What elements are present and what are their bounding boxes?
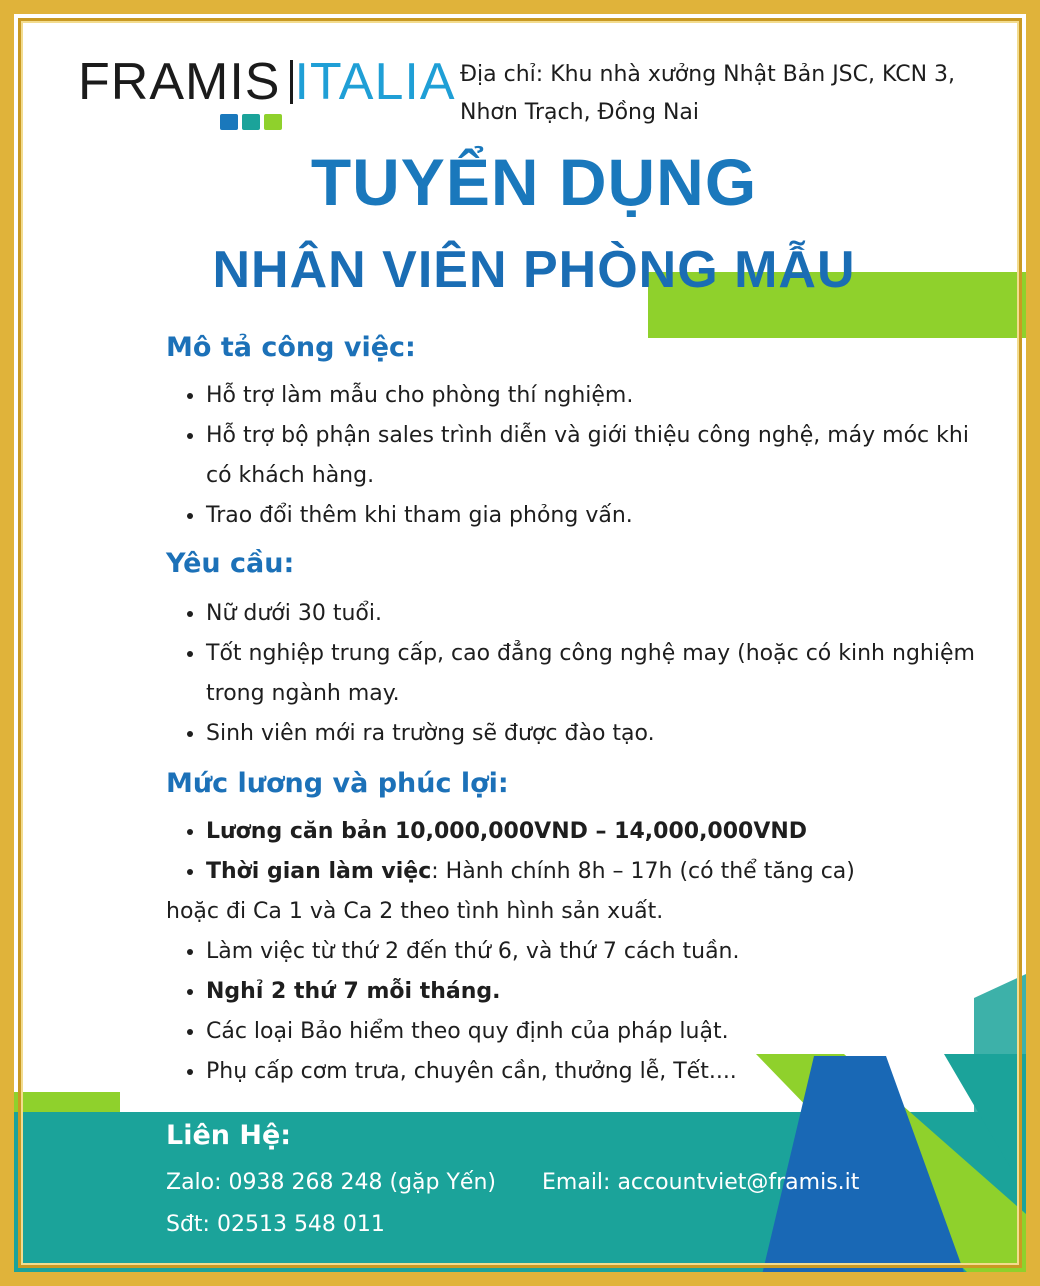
benefits-heading: Mức lương và phúc lợi: bbox=[166, 768, 509, 799]
contact-phone: Sđt: 02513 548 011 bbox=[166, 1212, 385, 1237]
benefit-allowance: • Phụ cấp cơm trưa, chuyên cần, thưởng lễ, Tết.... bbox=[206, 1052, 1036, 1092]
requirements-item: • Tốt nghiệp trung cấp, cao đẳng công nghệ may (hoặc có kinh nghiệm trong ngành may. bbox=[206, 634, 1036, 714]
address-line-2: Nhơn Trạch, Đồng Nai bbox=[460, 100, 700, 125]
job-description-item: • Trao đổi thêm khi tham gia phỏng vấn. bbox=[206, 496, 1036, 536]
job-description-heading: Mô tả công việc: bbox=[166, 332, 416, 363]
headline-subtitle: NHÂN VIÊN PHÒNG MẪU bbox=[212, 241, 856, 299]
requirements-heading: Yêu cầu: bbox=[166, 548, 295, 579]
requirements-item: • Sinh viên mới ra trường sẽ được đào tạo. bbox=[206, 714, 1036, 754]
work-time-value: : Hành chính 8h – 17h (có thể tăng ca) bbox=[431, 859, 855, 884]
days-off-text: Nghỉ 2 thứ 7 mỗi tháng. bbox=[206, 979, 501, 1004]
benefit-workdays: • Làm việc từ thứ 2 đến thứ 6, và thứ 7 cách tuần. bbox=[206, 932, 1036, 972]
address-line-1: Địa chỉ: Khu nhà xưởng Nhật Bản JSC, KCN 3, bbox=[460, 62, 956, 87]
contact-zalo: Zalo: 0938 268 248 (gặp Yến) bbox=[166, 1170, 496, 1195]
benefit-insurance: • Các loại Bảo hiểm theo quy định của pháp luật. bbox=[206, 1012, 1036, 1052]
logo-brand-left: FRAMIS bbox=[78, 53, 281, 111]
logo-brand-right: ITALIA bbox=[294, 53, 456, 111]
work-time-label: Thời gian làm việc bbox=[206, 859, 432, 884]
salary-text: Lương căn bản 10,000,000VND – 14,000,000VND bbox=[206, 819, 808, 844]
headline-title: TUYỂN DỤNG bbox=[310, 145, 758, 219]
requirements-item: • Nữ dưới 30 tuổi. bbox=[206, 594, 1036, 634]
work-time-continuation: hoặc đi Ca 1 và Ca 2 theo tình hình sản xuất. bbox=[166, 899, 664, 924]
contact-heading: Liên Hệ: bbox=[166, 1120, 292, 1151]
job-description-item: • Hỗ trợ bộ phận sales trình diễn và giới thiệu công nghệ, máy móc khi có khách hàng. bbox=[206, 416, 1036, 496]
decorative-shapes bbox=[14, 14, 1040, 1286]
job-description-item: • Hỗ trợ làm mẫu cho phòng thí nghiệm. bbox=[206, 376, 1036, 416]
contact-email: Email: accountviet@framis.it bbox=[542, 1170, 860, 1195]
